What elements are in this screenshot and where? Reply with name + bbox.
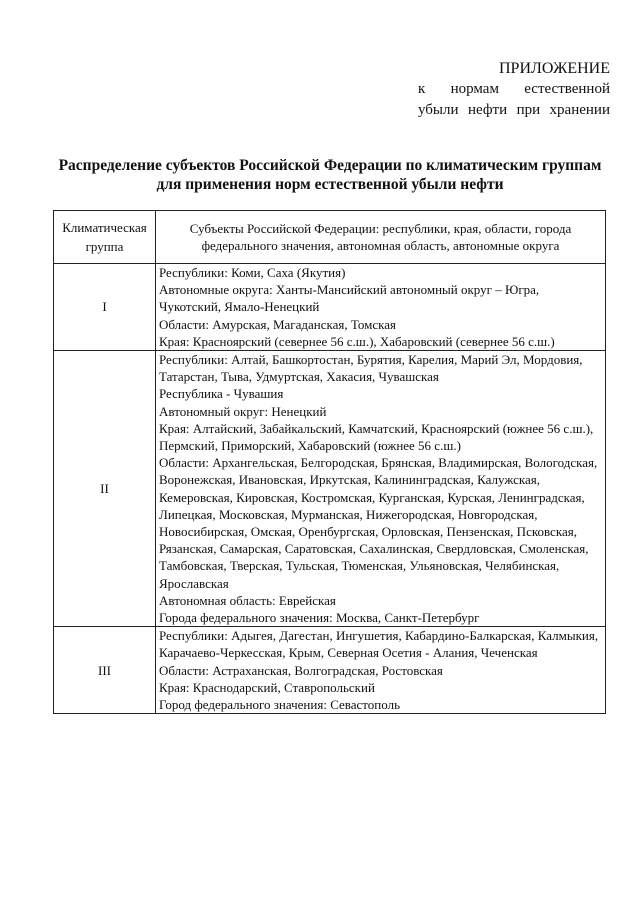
subject-entry: Края: Краснодарский, Ставропольский [159,679,375,695]
climate-groups-table [53,210,606,714]
subject-entry: Автономный округ: Ненецкий [159,403,327,419]
subject-entry: Автономная область: Еврейская [159,592,336,608]
table-row-group-3 [54,627,606,714]
appendix-line-1: к нормам естественной [418,81,610,97]
subject-entry: Республика - Чувашия [159,386,284,402]
subject-entry: Республики: Алтай, Башкортостан, Бурятия, Карелия, Марий Эл, Мордовия, Татарстан, Тыва, Удмуртская, Хакасия, Чувашская [159,352,583,385]
header-group-cell: Климатическая группа [54,211,156,264]
header-subjects-cell: Субъекты Российской Федерации: республики, края, области, города федерального значения, автономная область, автономные округа [156,211,606,264]
subject-entry: Края: Алтайский, Забайкальский, Камчатский, Красноярский (южнее 56 с.ш.), Пермский, Приморский, Хабаровский (южнее 56 с.ш.) [159,420,594,454]
appendix-line-2: убыли нефти при хранении [418,102,610,118]
subjects-cell [156,351,606,627]
subjects-cell [156,627,606,714]
appendix-heading: ПРИЛОЖЕНИЕ [498,60,610,77]
subject-entry: Области: Астраханская, Волгоградская, Ростовская [159,662,443,678]
table-row-group-2 [54,351,606,627]
subject-entry: Области: Архангельская, Белгородская, Брянская, Владимирская, Вологодская, Воронежская, Ивановская, Иркутская, Калининградская, Калужская, Кемеровская, Кировская, Костромская, Курганская, Курская, Ленинградская, Липецкая, Московская, Мурманская, Нижегородская, Новгородская, Новосибирская, Омская, Оренбургская, Орловская, Пензенская, Псковская, Рязанская, Самарская, Саратовская, Сахалинская, Свердловская, Смоленская, Тамбовская, Тверская, Тульская, Тюменская, Ульяновская, Челябинская, Ярославская [159,455,598,591]
document-title [40,156,620,194]
table-header-row [54,211,606,264]
subject-entry: Город федерального значения: Севастополь [159,697,401,713]
table-row-group-1 [54,264,606,351]
subject-entry: Республики: Коми, Саха (Якутия) [159,265,346,280]
subject-entry: Области: Амурская, Магаданская, Томская [159,316,396,332]
title-line-2: для применения норм естественной убыли нефти [156,176,504,193]
subject-entry: Края: Красноярский (севернее 56 с.ш.), Хабаровский (севернее 56 с.ш.) [159,333,555,349]
subject-entry: Автономные округа: Ханты-Мансийский автономный округ – Югра, Чукотский, Ямало-Ненецкий [159,282,540,315]
group-cell: II [54,351,156,627]
subject-entry: Города федерального значения: Москва, Санкт-Петербург [159,610,480,626]
group-cell: I [54,264,156,351]
appendix-block [418,58,610,121]
title-line-1: Распределение субъектов Российской Федерации по климатическим группам [58,157,602,174]
group-cell: III [54,627,156,714]
subject-entry: Республики: Адыгея, Дагестан, Ингушетия, Кабардино-Балкарская, Калмыкия, Карачаево-Черкесская, Крым, Северная Осетия - Алания, Чеченская [159,628,599,661]
subjects-cell [156,264,606,351]
